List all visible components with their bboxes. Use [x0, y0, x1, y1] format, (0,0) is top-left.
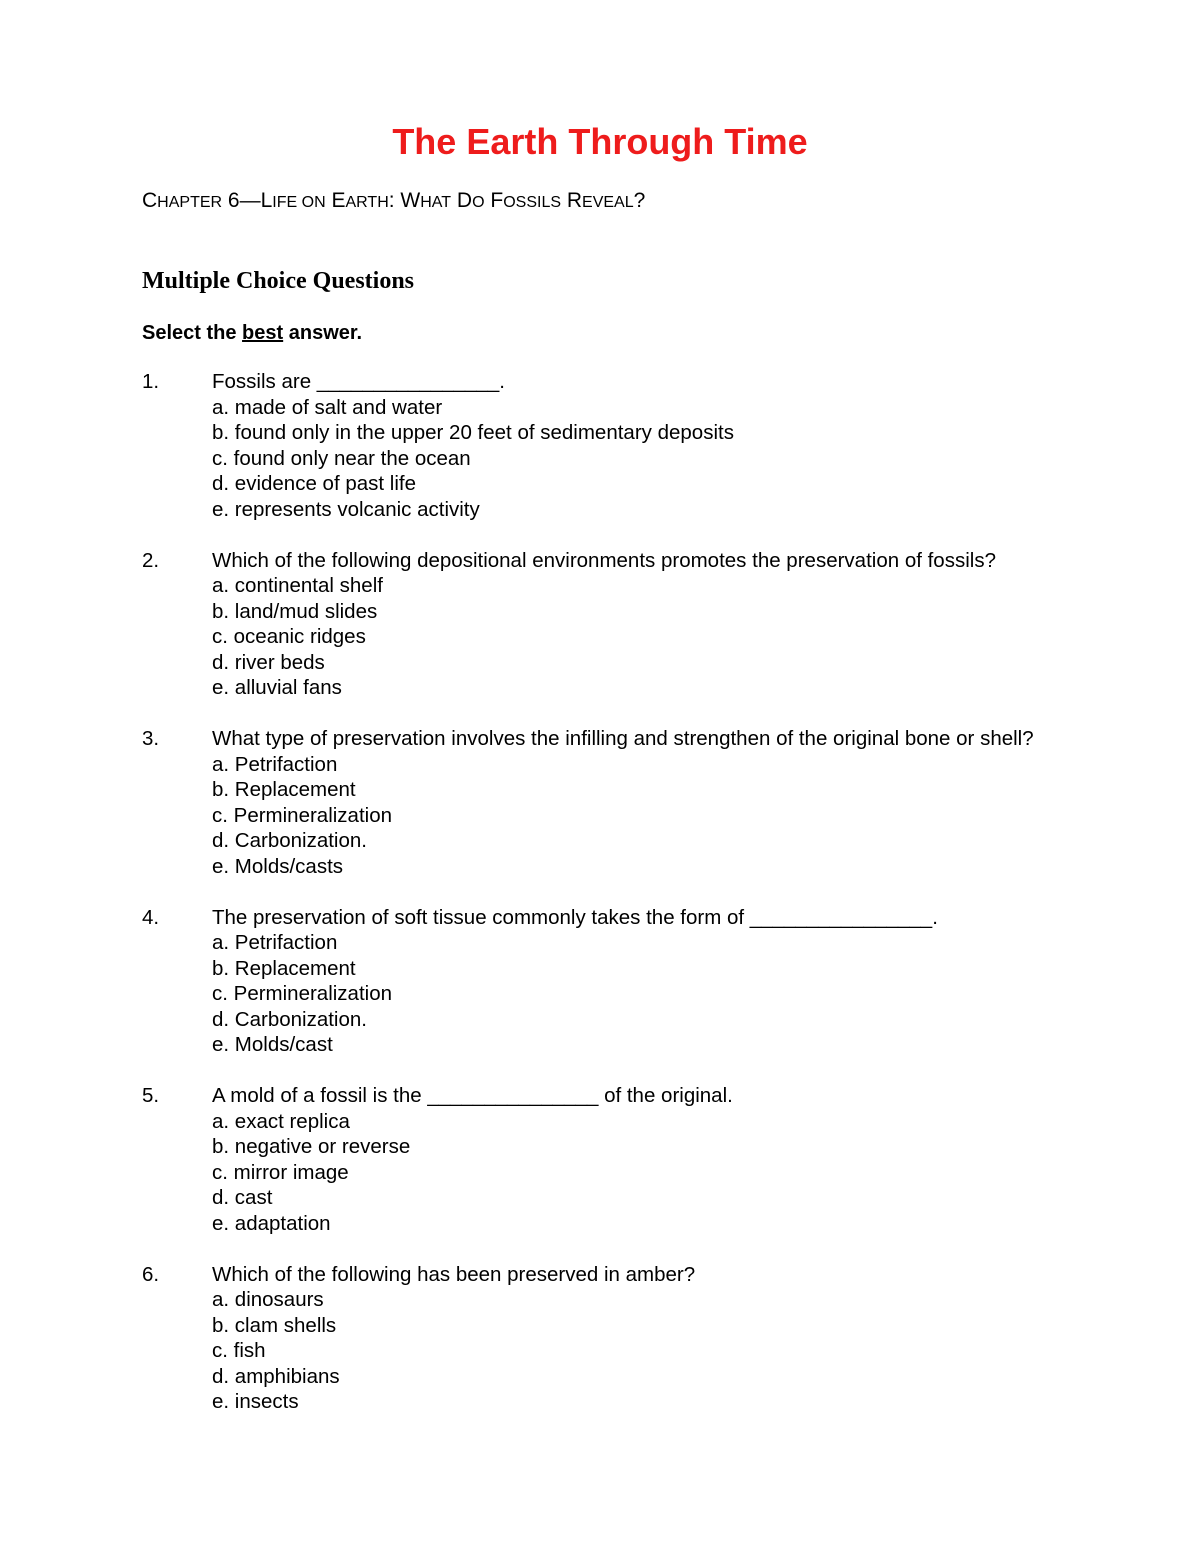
answer-option-c: c. Permineralization: [212, 803, 393, 827]
answer-option-b: b. land/mud slides: [212, 599, 378, 623]
answer-option-b: b. Replacement: [212, 956, 356, 980]
chapter-heading-part: E: [331, 189, 346, 212]
answer-option-c: c. mirror image: [212, 1160, 349, 1184]
chapter-heading-part: O: [472, 194, 485, 211]
chapter-heading-part: IFE ON: [272, 194, 326, 211]
instruction-before: Select the: [142, 322, 243, 344]
question-number: 4.: [142, 905, 160, 929]
chapter-heading-part: HAT: [420, 194, 452, 211]
section-heading: Multiple Choice Questions: [142, 268, 415, 294]
answer-option-d: d. amphibians: [212, 1364, 340, 1388]
chapter-heading-part: ARTH: [345, 194, 389, 211]
answer-option-a: a. Petrifaction: [212, 752, 338, 776]
answer-option-e: e. Molds/casts: [212, 854, 344, 878]
question-number: 1.: [142, 370, 160, 393]
chapter-heading-part: ?: [633, 189, 646, 212]
chapter-heading-part: HAPTER: [157, 194, 223, 211]
chapter-heading-part: EVEAL: [582, 194, 634, 211]
question-number: 6.: [142, 1262, 160, 1286]
question-text: Fossils are ________________.: [212, 370, 505, 393]
answer-option-e: e. adaptation: [212, 1211, 331, 1235]
chapter-heading-part: F: [490, 189, 504, 212]
chapter-heading: [142, 186, 645, 218]
answer-option-a: a. dinosaurs: [212, 1288, 324, 1311]
question-list: [142, 369, 1102, 1440]
chapter-heading-part: R: [566, 189, 583, 212]
answer-option-e: e. represents volcanic activity: [212, 497, 480, 521]
answer-option-c: c. fish: [212, 1339, 266, 1362]
answer-option-d: d. cast: [212, 1186, 273, 1209]
answer-option-c: c. found only near the ocean: [212, 446, 471, 470]
answer-option-d: d. Carbonization.: [212, 829, 367, 852]
question-text: A mold of a fossil is the _______________ of the original.: [212, 1084, 733, 1107]
answer-option-e: e. Molds/cast: [212, 1033, 333, 1056]
answer-option-e: e. insects: [212, 1390, 299, 1413]
instruction-after: answer.: [283, 322, 363, 344]
question-text: Which of the following depositional environments promotes the preservation of fossils?: [212, 548, 996, 572]
answer-option-a: a. exact replica: [212, 1109, 350, 1133]
answer-option-a: a. continental shelf: [212, 574, 383, 597]
answer-option-b: b. found only in the upper 20 feet of sedimentary deposits: [212, 421, 734, 444]
answer-option-a: a. Petrifaction: [212, 931, 338, 954]
instruction-emphasis: best: [242, 322, 284, 344]
answer-option-c: c. Permineralization: [212, 982, 393, 1005]
document-title: The Earth Through Time: [392, 121, 808, 162]
question-text: What type of preservation involves the infilling and strengthen of the original bone or shell?: [212, 727, 1034, 750]
question-number: 5.: [142, 1084, 160, 1107]
answer-option-d: d. river beds: [212, 650, 325, 674]
question-2: [142, 548, 1102, 701]
answer-option-b: b. clam shells: [212, 1313, 337, 1337]
question-text: The preservation of soft tissue commonly takes the form of ________________.: [212, 905, 938, 929]
answer-option-b: b. Replacement: [212, 778, 356, 801]
instruction-text: [142, 318, 362, 348]
answer-option-c: c. oceanic ridges: [212, 625, 366, 648]
question-1: [142, 369, 1102, 522]
answer-option-a: a. made of salt and water: [212, 395, 443, 419]
answer-option-d: d. Carbonization.: [212, 1007, 367, 1031]
chapter-heading-part: OSSILS: [503, 194, 562, 211]
chapter-heading-part: W: [400, 189, 421, 212]
chapter-heading-part: 6—: [222, 189, 261, 212]
question-3: [142, 726, 1102, 879]
question-number: 2.: [142, 548, 160, 572]
chapter-heading-part: :: [388, 189, 401, 212]
question-number: 3.: [142, 727, 160, 750]
chapter-heading-part: C: [142, 189, 158, 212]
question-5: [142, 1083, 1102, 1236]
question-6: [142, 1262, 1102, 1415]
answer-option-b: b. negative or reverse: [212, 1135, 411, 1158]
question-4: [142, 905, 1102, 1058]
question-text: Which of the following has been preserved in amber?: [212, 1262, 696, 1286]
chapter-heading-part: L: [260, 189, 273, 212]
answer-option-e: e. alluvial fans: [212, 676, 342, 699]
answer-option-d: d. evidence of past life: [212, 472, 416, 495]
chapter-heading-part: D: [456, 189, 473, 212]
